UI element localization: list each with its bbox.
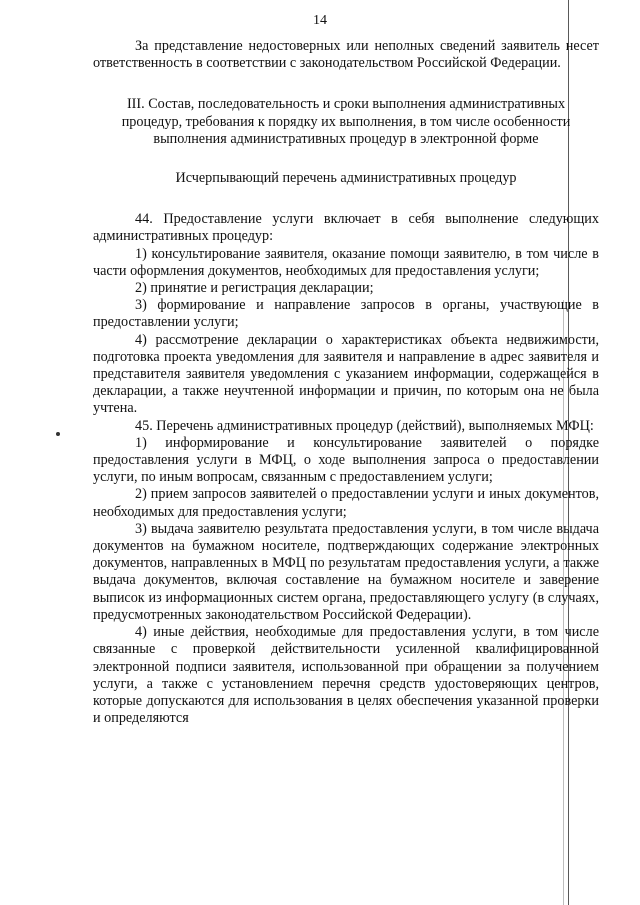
list-item: 3) формирование и направление запросов в органы, участвующие в предоставлении услуги; (93, 297, 599, 331)
list-item: 2) прием запросов заявителей о предоставлении услуги и иных документов, необходимых для предоставления услуги; (93, 486, 599, 520)
list-item: 4) рассмотрение декларации о характеристиках объекта недвижимости, подготовка проекта уведомления для заявителя и направление в адрес заявителя и представителя заявителя уведомления с указанием информации, содержащейся в декларации, а также неучтенной информации и причин, по которым она не была учтена. (93, 331, 599, 417)
intro-paragraph: За представление недостоверных или неполных сведений заявитель несет ответственность в соответствии с законодательством Российской Федерации. (93, 38, 599, 72)
paragraph-45: 45. Перечень административных процедур (действий), выполняемых МФЦ: (135, 417, 594, 434)
paragraph-44: 44. Предоставление услуги включает в себя выполнение следующих административных процедур: (93, 211, 599, 245)
scan-artifact-dot (56, 432, 60, 436)
list-item: 3) выдача заявителю результата предоставления услуги, в том числе выдача документов на бумажном носителе, подтверждающих содержание электронных документов, направленных в МФЦ по результатам предоставления услуги, а также выдача документов, включая составление на бумажном носителе и заверение выписок из информационных систем органа, предоставляющего услугу (в случаях, предусмотренных законодательством Российской Федерации). (93, 520, 599, 623)
list-item: 4) иные действия, необходимые для предоставления услуги, в том числе связанные с проверкой действительности усиленной квалифицированной электронной подписи заявителя, использованной при обращении за получением услуги, а также с установлением перечня средств удостоверяющих центров, которые допускаются для использования в целях обеспечения указанной проверки и определяются (93, 624, 599, 727)
list-item: 2) принятие и регистрация декларации; (135, 280, 374, 297)
subsection-heading: Исчерпывающий перечень административных процедур (175, 170, 517, 187)
section-heading: III. Состав, последовательность и сроки выполнения административных процедур, требования к порядку их выполнения, в том числе особенности выполнения административных процедур в электронной форме (121, 96, 571, 147)
list-item: 1) информирование и консультирование заявителей о порядке предоставления услуги в МФЦ, о ходе выполнения запроса о предоставлении услуги, по иным вопросам, связанным с предоставлением услуги; (93, 434, 599, 486)
page-number: 14 (313, 13, 327, 28)
document-body (93, 38, 599, 727)
list-item: 1) консультирование заявителя, оказание помощи заявителю, в том числе в части оформления документов, необходимых для предоставления услуги; (93, 245, 599, 279)
